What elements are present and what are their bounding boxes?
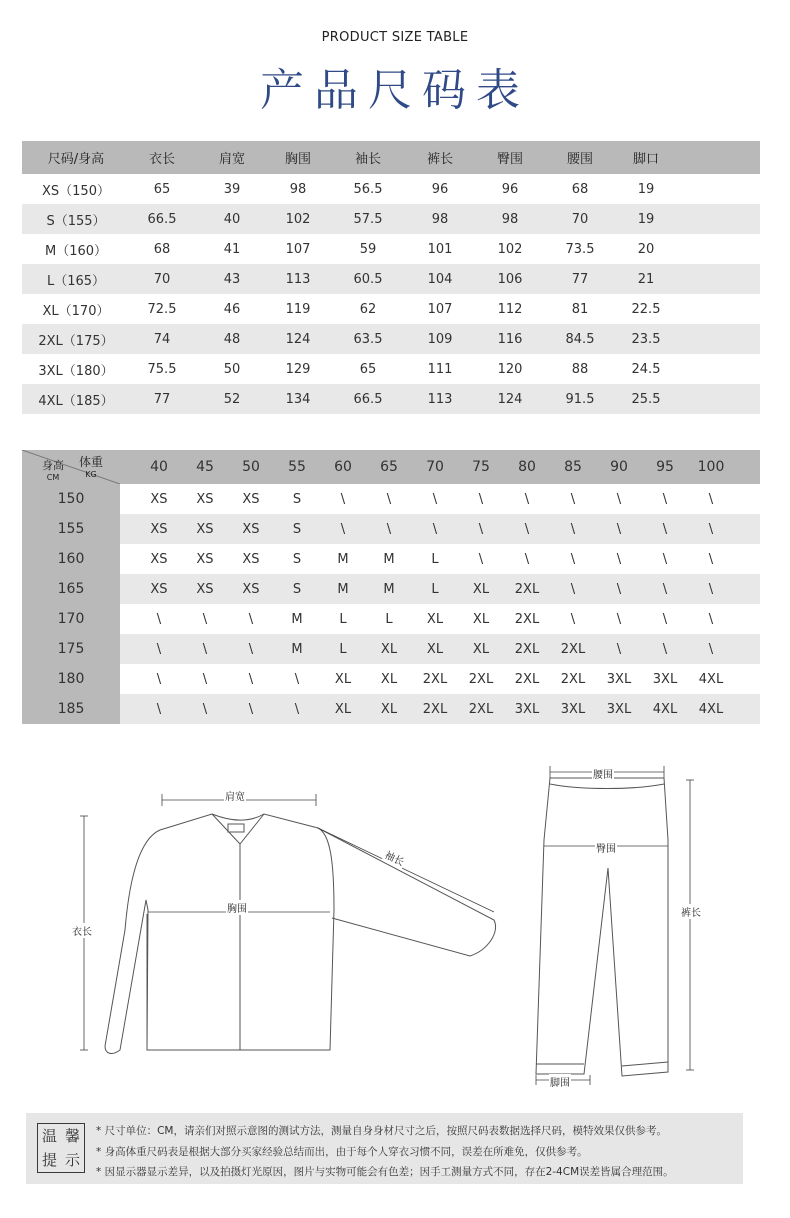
table-cell: 62 bbox=[359, 301, 377, 317]
size-cell: \ bbox=[616, 611, 622, 627]
size-cell: \ bbox=[524, 491, 530, 507]
column-header: 脚口 bbox=[632, 152, 659, 167]
size-cell: XS bbox=[196, 551, 214, 567]
size-cell: \ bbox=[248, 701, 254, 717]
notice-line: * 身高体重尺码表是根据大部分买家经验总结而出，由于每个人穿衣习惯不同，误差在所难免，仅供参考。 bbox=[96, 1145, 588, 1158]
size-cell: XL bbox=[380, 641, 398, 657]
size-cell: S bbox=[292, 551, 302, 567]
table-cell: 74 bbox=[153, 331, 171, 347]
table-cell: 59 bbox=[359, 241, 377, 257]
size-cell: XL bbox=[472, 641, 490, 657]
size-cell: \ bbox=[202, 671, 208, 687]
table-cell: 129 bbox=[285, 361, 311, 377]
size-cell: 3XL bbox=[606, 701, 632, 717]
table-cell: 98 bbox=[501, 211, 519, 227]
column-header: 肩宽 bbox=[218, 152, 245, 167]
hip-label: 臀围 bbox=[595, 840, 617, 855]
table-row bbox=[22, 634, 760, 664]
table-row bbox=[22, 544, 760, 574]
table-cell: 113 bbox=[427, 391, 453, 407]
notice-line: * 尺寸单位：CM，请亲们对照示意图的测试方法，测量自身身材尺寸之后，按照尺码表数据选择尺码，模特效果仅供参考。 bbox=[96, 1125, 667, 1137]
size-cell: \ bbox=[708, 491, 714, 507]
pants-length-label: 裤长 bbox=[680, 904, 702, 919]
size-cell: \ bbox=[570, 521, 576, 537]
size-cell: XS bbox=[242, 551, 260, 567]
table-cell: 25.5 bbox=[631, 391, 661, 407]
table-cell: 101 bbox=[427, 241, 453, 257]
weight-axis-text: 体重 bbox=[78, 455, 103, 469]
column-header: 袖长 bbox=[354, 152, 381, 167]
height-label: 155 bbox=[22, 514, 120, 544]
size-cell: 3XL bbox=[652, 671, 678, 687]
weight-header: 55 bbox=[288, 459, 306, 475]
size-cell: M bbox=[337, 551, 349, 567]
table-cell: 50 bbox=[223, 361, 241, 377]
height-label: 150 bbox=[22, 484, 120, 514]
size-cell: \ bbox=[616, 551, 622, 567]
table-row bbox=[22, 604, 760, 634]
size-cell: L bbox=[385, 611, 393, 627]
table-corner bbox=[22, 450, 120, 484]
table-cell: 77 bbox=[153, 391, 171, 407]
badge-char: 示 bbox=[64, 1151, 80, 1169]
length-label: 衣长 bbox=[71, 923, 93, 938]
height-label: 180 bbox=[22, 664, 120, 694]
table-cell: 22.5 bbox=[631, 301, 661, 317]
table-cell: 112 bbox=[497, 301, 523, 317]
table-cell: 68 bbox=[571, 181, 589, 197]
size-cell: \ bbox=[662, 611, 668, 627]
size-cell: \ bbox=[708, 581, 714, 597]
column-header: 臀围 bbox=[496, 152, 523, 167]
size-cell: XL bbox=[380, 701, 398, 717]
table-cell: 20 bbox=[637, 241, 655, 257]
size-cell: XL bbox=[472, 611, 490, 627]
table-cell: 98 bbox=[431, 211, 449, 227]
table-row bbox=[22, 264, 760, 294]
column-header: 尺码/身高 bbox=[47, 152, 105, 167]
table-cell: 66.5 bbox=[353, 391, 383, 407]
chest-label: 胸围 bbox=[226, 900, 248, 915]
weight-header: 50 bbox=[242, 459, 260, 475]
size-cell: 2XL bbox=[468, 671, 494, 687]
table-cell: 119 bbox=[285, 301, 311, 317]
size-cell: S bbox=[292, 521, 302, 537]
table-cell: 48 bbox=[223, 331, 241, 347]
size-cell: \ bbox=[570, 611, 576, 627]
table-cell: 107 bbox=[427, 301, 453, 317]
size-cell: 2XL bbox=[560, 671, 586, 687]
size-cell: XL bbox=[334, 671, 352, 687]
weight-header: 60 bbox=[334, 459, 352, 475]
table-row bbox=[22, 174, 760, 204]
size-cell: L bbox=[339, 611, 347, 627]
size-cell: \ bbox=[662, 641, 668, 657]
table-cell: 81 bbox=[571, 301, 589, 317]
garment-illustration bbox=[0, 750, 790, 1100]
page-title: 产品尺码表 bbox=[260, 65, 530, 116]
size-cell: XL bbox=[426, 611, 444, 627]
size-cell: \ bbox=[432, 491, 438, 507]
column-header: 裤长 bbox=[426, 152, 453, 167]
table-row bbox=[22, 354, 760, 384]
size-cell: XS bbox=[150, 581, 168, 597]
shoulder-label: 肩宽 bbox=[224, 788, 246, 803]
size-cell: XS bbox=[150, 491, 168, 507]
weight-header: 80 bbox=[518, 459, 536, 475]
table-cell: 96 bbox=[431, 181, 449, 197]
table-row bbox=[22, 234, 760, 264]
size-cell: \ bbox=[202, 701, 208, 717]
size-cell: \ bbox=[616, 641, 622, 657]
size-cell: \ bbox=[386, 491, 392, 507]
size-cell: L bbox=[431, 581, 439, 597]
notice-lines bbox=[96, 1121, 674, 1183]
size-cell: \ bbox=[616, 491, 622, 507]
table-cell: 57.5 bbox=[353, 211, 383, 227]
height-axis-label bbox=[30, 457, 76, 482]
size-cell: \ bbox=[662, 491, 668, 507]
table-row bbox=[22, 484, 760, 514]
size-cell: \ bbox=[708, 611, 714, 627]
weight-header: 100 bbox=[697, 459, 725, 475]
size-cell: XS bbox=[150, 551, 168, 567]
size-cell: \ bbox=[294, 701, 300, 717]
size-label: XS（150） bbox=[42, 183, 110, 199]
table-cell: 68 bbox=[153, 241, 171, 257]
weight-header: 70 bbox=[426, 459, 444, 475]
size-cell: S bbox=[292, 581, 302, 597]
size-cell: \ bbox=[570, 581, 576, 597]
table-cell: 91.5 bbox=[565, 391, 595, 407]
size-cell: \ bbox=[248, 671, 254, 687]
height-label: 185 bbox=[22, 694, 120, 724]
table-row bbox=[22, 574, 760, 604]
size-cell: XS bbox=[242, 581, 260, 597]
size-label: 4XL（185） bbox=[38, 393, 114, 409]
size-label: 3XL（180） bbox=[38, 363, 114, 379]
table-cell: 73.5 bbox=[565, 241, 595, 257]
height-label: 160 bbox=[22, 544, 120, 574]
weight-header: 85 bbox=[564, 459, 582, 475]
hem-label: 脚围 bbox=[549, 1074, 571, 1089]
table-cell: 109 bbox=[427, 331, 453, 347]
height-label: 170 bbox=[22, 604, 120, 634]
size-cell: \ bbox=[708, 521, 714, 537]
size-cell: 2XL bbox=[468, 701, 494, 717]
size-cell: \ bbox=[156, 701, 162, 717]
height-axis-text: 身高 bbox=[42, 459, 64, 472]
size-cell: \ bbox=[202, 611, 208, 627]
size-cell: S bbox=[292, 491, 302, 507]
weight-unit: KG bbox=[85, 470, 97, 479]
size-cell: 2XL bbox=[560, 641, 586, 657]
table-cell: 40 bbox=[223, 211, 241, 227]
size-cell: \ bbox=[202, 641, 208, 657]
weight-header: 95 bbox=[656, 459, 674, 475]
size-cell: \ bbox=[708, 551, 714, 567]
size-cell: 3XL bbox=[606, 671, 632, 687]
size-cell: XS bbox=[150, 521, 168, 537]
table-cell: 113 bbox=[285, 271, 311, 287]
size-cell: \ bbox=[248, 641, 254, 657]
waist-label: 腰围 bbox=[592, 766, 614, 781]
size-cell: M bbox=[291, 641, 303, 657]
size-cell: \ bbox=[662, 551, 668, 567]
size-cell: 2XL bbox=[514, 641, 540, 657]
notice-badge bbox=[37, 1123, 85, 1173]
weight-table-header bbox=[22, 450, 760, 484]
size-label: 2XL（175） bbox=[38, 333, 114, 349]
table-cell: 124 bbox=[497, 391, 523, 407]
size-table-header bbox=[22, 141, 760, 174]
size-cell: \ bbox=[662, 581, 668, 597]
table-row bbox=[22, 514, 760, 544]
size-cell: \ bbox=[570, 491, 576, 507]
table-cell: 84.5 bbox=[565, 331, 595, 347]
size-cell: \ bbox=[294, 671, 300, 687]
table-cell: 70 bbox=[153, 271, 171, 287]
table-cell: 56.5 bbox=[353, 181, 383, 197]
size-cell: \ bbox=[432, 521, 438, 537]
size-cell: 4XL bbox=[698, 671, 724, 687]
size-cell: M bbox=[291, 611, 303, 627]
size-cell: \ bbox=[570, 551, 576, 567]
size-cell: \ bbox=[478, 551, 484, 567]
size-cell: XL bbox=[334, 701, 352, 717]
size-cell: 2XL bbox=[514, 611, 540, 627]
weight-header: 65 bbox=[380, 459, 398, 475]
size-cell: \ bbox=[524, 551, 530, 567]
shirt-outline bbox=[105, 814, 334, 1053]
table-row bbox=[22, 384, 760, 414]
size-table bbox=[22, 141, 760, 414]
pants-outline bbox=[536, 778, 668, 1076]
size-cell: XS bbox=[196, 491, 214, 507]
badge-char: 提 bbox=[41, 1151, 57, 1169]
table-cell: 75.5 bbox=[147, 361, 177, 377]
size-cell: \ bbox=[156, 611, 162, 627]
table-cell: 102 bbox=[497, 241, 523, 257]
size-cell: \ bbox=[524, 521, 530, 537]
size-cell: M bbox=[383, 551, 395, 567]
page-subtitle: PRODUCT SIZE TABLE bbox=[321, 30, 469, 45]
table-cell: 72.5 bbox=[147, 301, 177, 317]
column-header: 衣长 bbox=[148, 152, 175, 167]
size-label: M（160） bbox=[44, 243, 108, 259]
table-cell: 104 bbox=[427, 271, 453, 287]
size-cell: 2XL bbox=[422, 671, 448, 687]
table-cell: 60.5 bbox=[353, 271, 383, 287]
table-cell: 134 bbox=[285, 391, 311, 407]
size-cell: \ bbox=[248, 611, 254, 627]
size-cell: XL bbox=[380, 671, 398, 687]
height-label: 175 bbox=[22, 634, 120, 664]
size-label: L（165） bbox=[46, 273, 106, 289]
size-cell: XL bbox=[426, 641, 444, 657]
table-cell: 23.5 bbox=[631, 331, 661, 347]
size-cell: \ bbox=[616, 521, 622, 537]
size-cell: XS bbox=[196, 581, 214, 597]
sleeve-label: 袖长 bbox=[382, 846, 408, 869]
table-cell: 19 bbox=[637, 181, 655, 197]
table-row bbox=[22, 694, 760, 724]
table-row bbox=[22, 294, 760, 324]
size-cell: 2XL bbox=[514, 581, 540, 597]
size-cell: \ bbox=[616, 581, 622, 597]
table-cell: 65 bbox=[153, 181, 171, 197]
measurement-diagram bbox=[0, 750, 790, 1100]
table-cell: 77 bbox=[571, 271, 589, 287]
column-header: 腰围 bbox=[566, 152, 593, 167]
table-cell: 52 bbox=[223, 391, 241, 407]
badge-char: 馨 bbox=[64, 1127, 80, 1145]
notice-line: * 因显示器显示差异，以及拍摄灯光原因，图片与实物可能会有色差；因手工测量方式不同，存在2-4CM误差皆属合理范围。 bbox=[96, 1166, 674, 1178]
size-cell: XS bbox=[196, 521, 214, 537]
weight-header: 40 bbox=[150, 459, 168, 475]
table-cell: 111 bbox=[427, 361, 453, 377]
table-cell: 116 bbox=[497, 331, 523, 347]
table-cell: 96 bbox=[501, 181, 519, 197]
table-cell: 98 bbox=[289, 181, 307, 197]
table-cell: 43 bbox=[223, 271, 241, 287]
table-cell: 124 bbox=[285, 331, 311, 347]
size-cell: M bbox=[337, 581, 349, 597]
size-cell: 3XL bbox=[560, 701, 586, 717]
table-cell: 65 bbox=[359, 361, 377, 377]
table-cell: 19 bbox=[637, 211, 655, 227]
column-header: 胸围 bbox=[284, 152, 311, 167]
height-label: 165 bbox=[22, 574, 120, 604]
size-label: S（155） bbox=[46, 213, 106, 229]
size-cell: XS bbox=[242, 491, 260, 507]
table-row bbox=[22, 324, 760, 354]
weight-header: 45 bbox=[196, 459, 214, 475]
table-row bbox=[22, 664, 760, 694]
size-cell: 2XL bbox=[422, 701, 448, 717]
notice-box bbox=[26, 1113, 743, 1184]
badge-char: 温 bbox=[41, 1127, 57, 1145]
table-cell: 70 bbox=[571, 211, 589, 227]
height-unit: CM bbox=[46, 473, 60, 482]
table-row bbox=[22, 204, 760, 234]
size-cell: \ bbox=[708, 641, 714, 657]
table-cell: 63.5 bbox=[353, 331, 383, 347]
table-cell: 106 bbox=[497, 271, 523, 287]
size-cell: \ bbox=[340, 521, 346, 537]
table-cell: 24.5 bbox=[631, 361, 661, 377]
size-cell: \ bbox=[386, 521, 392, 537]
size-cell: \ bbox=[478, 521, 484, 537]
size-cell: \ bbox=[156, 671, 162, 687]
table-cell: 21 bbox=[637, 271, 655, 287]
size-label: XL（170） bbox=[42, 303, 110, 319]
size-cell: L bbox=[431, 551, 439, 567]
size-cell: 4XL bbox=[652, 701, 678, 717]
size-cell: M bbox=[383, 581, 395, 597]
size-cell: \ bbox=[340, 491, 346, 507]
table-cell: 102 bbox=[285, 211, 311, 227]
table-cell: 66.5 bbox=[147, 211, 177, 227]
size-cell: 3XL bbox=[514, 701, 540, 717]
size-cell: XS bbox=[242, 521, 260, 537]
weight-header: 90 bbox=[610, 459, 628, 475]
size-cell: XL bbox=[472, 581, 490, 597]
weight-header: 75 bbox=[472, 459, 490, 475]
size-cell: 2XL bbox=[514, 671, 540, 687]
table-cell: 107 bbox=[285, 241, 311, 257]
weight-height-table bbox=[22, 450, 760, 724]
table-cell: 39 bbox=[223, 181, 241, 197]
table-cell: 41 bbox=[223, 241, 241, 257]
table-cell: 46 bbox=[223, 301, 241, 317]
size-cell: L bbox=[339, 641, 347, 657]
size-cell: \ bbox=[662, 521, 668, 537]
table-cell: 88 bbox=[571, 361, 589, 377]
table-cell: 120 bbox=[497, 361, 523, 377]
size-cell: \ bbox=[478, 491, 484, 507]
size-cell: 4XL bbox=[698, 701, 724, 717]
size-cell: \ bbox=[156, 641, 162, 657]
